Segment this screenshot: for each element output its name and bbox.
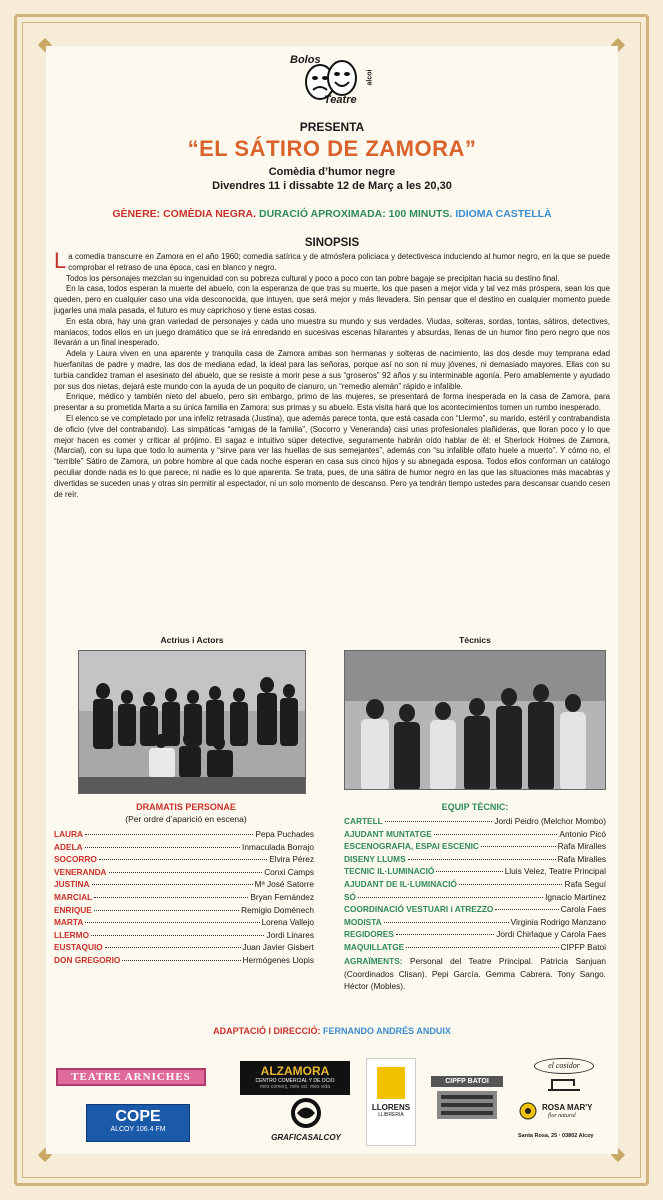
credit-name: Rafa Miralles xyxy=(557,853,606,864)
credit-name: Lorena Vallejo xyxy=(261,917,314,928)
credit-role: AJUDANT DE IL·LUMINACIÓ xyxy=(344,878,457,889)
poster-page xyxy=(46,46,618,1154)
credit-row xyxy=(344,941,606,954)
leader-dots xyxy=(85,847,240,848)
credit-name: Carola Faes xyxy=(560,904,606,915)
sponsor-rosa-mary xyxy=(518,1101,614,1147)
leader-dots xyxy=(99,859,267,860)
tech-photo-label: Tècnics xyxy=(459,635,491,645)
credit-name: CIPFP Batoi xyxy=(560,941,606,952)
dramatis-subtitle: (Per ordre d’aparició en escena) xyxy=(125,814,247,824)
cipfp-name: CIPFP BATOI xyxy=(431,1076,503,1087)
graficas-name: GRAFICASALCOY xyxy=(271,1133,341,1142)
credit-name: Pepa Puchades xyxy=(255,829,314,839)
credit-role: MAQUILLATGE xyxy=(344,941,405,952)
credit-name: Remigio Doménech xyxy=(241,904,314,915)
language-text: IDIOMA CASTELLÀ xyxy=(455,208,552,220)
credit-role: COORDINACIÓ VESTUARI i ATREZZO xyxy=(344,904,494,915)
credit-row xyxy=(344,903,606,916)
credit-role: LAURA xyxy=(54,829,84,839)
credit-row xyxy=(54,828,314,841)
credit-row xyxy=(54,941,314,954)
synopsis-paragraph: Todos los personajes mezclan su ingenuidad con su pobreza cultural y poco a poco con tan pobre bagaje se precipitan hacia su destino final. xyxy=(66,273,560,283)
acknowledgements xyxy=(344,955,606,993)
genre-text: GÈNERE: COMÈDIA NEGRA. xyxy=(112,208,257,220)
credit-name: Jordi Linares xyxy=(266,929,314,940)
leader-dots xyxy=(408,859,556,860)
credit-row xyxy=(54,841,314,854)
genre-line xyxy=(46,208,618,220)
cope-name: COPE xyxy=(115,1108,161,1125)
leader-dots xyxy=(85,834,253,835)
leader-dots xyxy=(85,922,259,923)
credit-role: SÓ xyxy=(344,891,356,902)
credit-role: EUSTAQUIO xyxy=(54,942,103,953)
logo-top-text: Bolos xyxy=(290,54,321,66)
leader-dots xyxy=(495,909,558,910)
cope-sub: ALCOY 106.4 FM xyxy=(110,1126,166,1133)
synopsis-paragraph: Adela y Laura viven en una aparente y tranquila casa de Zamora ambas son hermanas y solteras de nacimiento, las dos desde muy temprana edad huerfanitas de padre y madre, las dos de mediana edad, la ideal para las señoras, porque así no son ni muy jóvenes, ni demasiado mayores. Ellas con su turbia candidez traman el asesinato del abuelo, que se resiste a morir pese a sus “groseros” 92 años y su interminable agonía. Pero amablemente y ayudado por sus dos nietas, dejará este mundo con la ayuda de un poquito de cianuro, un “remedio alemán” rápido e infalible. xyxy=(54,349,610,391)
credit-row xyxy=(344,815,606,828)
credit-role: LLERMO xyxy=(54,929,90,940)
adaptation-label: ADAPTACIÓ I DIRECCIÓ: xyxy=(213,1026,321,1036)
credit-name: Rafa Seguí xyxy=(564,878,606,889)
building-icon xyxy=(431,1087,503,1123)
credit-role: MARCIAL xyxy=(54,891,93,902)
logo-bottom-text: Teatre xyxy=(324,94,357,106)
equip-title: EQUIP TÈCNIC: xyxy=(441,802,509,812)
credit-name: Elvira Pérez xyxy=(269,854,314,865)
credit-name: Juan Javier Gisbert xyxy=(242,942,314,953)
llorens-name: LLORENS xyxy=(371,1103,411,1112)
sponsor-cipfp-batoi xyxy=(431,1076,503,1128)
rosa-address: Santa Rosa, 25 · 03802 Alcoy xyxy=(518,1133,594,1139)
play-subtitle: Comèdia d’humor negre xyxy=(268,166,396,178)
credit-name: Jordi Peidro (Melchor Mombo) xyxy=(494,816,606,826)
actors-photo xyxy=(78,650,306,794)
credit-role: DISENY LLUMS xyxy=(344,853,406,864)
credit-row xyxy=(54,904,314,917)
dramatis-title: DRAMATIS PERSONAE xyxy=(136,802,236,812)
credit-role: MODISTA xyxy=(344,916,382,927)
leader-dots xyxy=(92,884,253,885)
credit-row xyxy=(344,878,606,891)
synopsis-paragraph: En la casa, todos esperan la muerte del abuelo, con la esperanza de que tras su muerte, los que pasen a mejor vida y tal vez más próspera, sean los que queden, pero en cualquier caso una vida desconocida, que intuyen, que será mejor y más llevadera. Sin pensar que el destino en cualquier momento puede jugarles una mala pasada, el futuro es muy caprichoso y tiene estas cosas. xyxy=(54,284,610,315)
sponsor-graficas-alcoy xyxy=(266,1098,346,1144)
credit-name: Hermógenes Llopis xyxy=(242,954,314,965)
leader-dots xyxy=(459,884,563,885)
ack-text: Personal del Teatre Principal. Patricia Sanjuan (Coordinados Clisan). Pepi García. Gemma Cabrera. Tony Sango. Héctor (Mobles). xyxy=(344,956,606,992)
sponsor-el-cosidor xyxy=(518,1058,610,1098)
graficas-swirl-icon xyxy=(289,1098,323,1128)
alzamora-name: ALZAMORA xyxy=(260,1064,330,1078)
credit-role: VENERANDA xyxy=(54,866,107,877)
adaptation-name: FERNANDO ANDRÉS ANDUIX xyxy=(320,1026,451,1036)
credit-name: Virginia Rodrigo Manzano xyxy=(510,916,606,927)
llorens-logo-icon xyxy=(377,1067,405,1099)
sewing-machine-icon xyxy=(544,1074,584,1094)
credit-role: JUSTINA xyxy=(54,879,90,890)
play-title: “EL SÁTIRO DE ZAMORA” xyxy=(187,136,477,161)
ack-label: AGRAÏMENTS: xyxy=(344,956,403,966)
credit-role: TECNIC IL·LUMINACIÓ xyxy=(344,866,435,877)
play-dates: Divendres 11 i dissabte 12 de Març a les 20,30 xyxy=(212,180,452,192)
cosidor-name: el cosidor xyxy=(534,1058,594,1074)
credit-row xyxy=(344,891,606,904)
credit-row xyxy=(54,916,314,929)
credit-row xyxy=(344,828,606,841)
adaptation-line xyxy=(46,1026,618,1036)
credit-row xyxy=(344,916,606,929)
credit-name: Mª José Satorre xyxy=(254,879,314,890)
rosa-sub: flor natural xyxy=(548,1113,576,1119)
actors-photo-label: Actrius i Actors xyxy=(160,635,224,645)
credit-role: SOCORRO xyxy=(54,854,97,865)
rose-icon xyxy=(518,1101,538,1121)
credit-name: Lluis Velez, Teatre Principal xyxy=(504,866,606,877)
synopsis-paragraph: Enrique, médico y también nieto del abuelo, pero sin embargo, primo de las mujeres, se presentará de forma inesperada en la casa de Zamora, para presentar a su prometida Marta a su única familia en Zamora: sus primas y su abuelo. Esta visita hará que los acontecimientos tomen un rumbo inesperado. xyxy=(54,392,610,413)
tech-photo xyxy=(344,650,606,790)
credit-role: AJUDANT MUNTATGE xyxy=(344,828,432,839)
leader-dots xyxy=(94,897,248,898)
credit-row xyxy=(344,928,606,941)
sponsor-teatre-arniches: TEATRE ARNICHES xyxy=(56,1068,206,1086)
alzamora-sub: CENTRO COMERCIAL Y DE OCIO xyxy=(255,1078,335,1084)
leader-dots xyxy=(481,846,556,847)
alzamora-tag: més comerç, més oci, més vida xyxy=(259,1084,331,1090)
leader-dots xyxy=(385,821,493,822)
synopsis-text xyxy=(54,248,610,500)
leader-dots xyxy=(406,947,558,948)
credit-name: Inmaculada Borrajo xyxy=(242,841,314,852)
logo-side-text: alcoi xyxy=(366,69,374,86)
credit-row xyxy=(54,866,314,879)
credit-role: MARTA xyxy=(54,917,84,928)
sponsor-cope xyxy=(86,1104,190,1142)
credit-row xyxy=(54,929,314,942)
credit-name: Rafa Miralles xyxy=(557,841,606,852)
sponsor-alzamora xyxy=(240,1061,350,1095)
synopsis-paragraph: El elenco se ve completado por una infeliz retrasada (Justina), que además parece tonta, que está casada con “Llermo”, su marido, estéril y contrabandista de oficio (vive del contrabando). Las simpáticas “amigas de la familia”, (Socorro y Veneranda) casi unas profesionales plañideras, que lloran poco y lo que mejor hacen es comer y criticar al prójimo. El sagaz e intuitivo súper detective, seguramente habrán oído hablar de él: el Sherlock Holmes de Zamora, (Marcial), con su lupa que todo lo aumenta y “sirve para ver las huellas de sus semejantes”, además con “su infalible olfato huele a muerto”. Y cómo no, el “terrible” Sátiro de Zamora, un pobre hombre al que cada noche esperan en casa sus cinco hijos y su abnegada esposa. Todos ellos conforman un catálogo peculiar donde nada es lo que parece, ni nadie es lo que aparenta. Se trata, pues, de una sátira de humor negro en las que las situaciones más macabras y divertidas se suceden unas y otras sin permitir al espectador, ni un solo momento de descanso. Pero ya tendrán tiempo ustedes para descansar cuando cesen de reír. xyxy=(54,413,610,499)
dramatis-list xyxy=(54,828,314,967)
credit-role: ADELA xyxy=(54,841,83,852)
credit-name: Ignacio Martinez xyxy=(545,891,606,902)
llorens-sub: LLIBRERIA xyxy=(378,1112,404,1118)
dropcap: L xyxy=(54,248,67,273)
duration-text: DURACIÓ APROXIMADA: 100 MINUTS. xyxy=(258,208,453,220)
leader-dots xyxy=(105,947,241,948)
equip-list xyxy=(344,815,606,954)
credit-row xyxy=(344,840,606,853)
sponsor-llorens xyxy=(366,1058,416,1146)
credit-name: Bryan Fernández xyxy=(250,891,314,902)
credit-name: Conxi Camps xyxy=(264,866,314,877)
credit-row xyxy=(54,891,314,904)
leader-dots xyxy=(122,960,240,961)
leader-dots xyxy=(94,910,239,911)
credit-role: DON GREGORIO xyxy=(54,954,121,965)
credit-role: ESCENOGRAFIA, ESPAI ESCENIC xyxy=(344,841,479,852)
presenta-label: PRESENTA xyxy=(299,120,365,134)
leader-dots xyxy=(384,922,509,923)
credit-role: ENRIQUE xyxy=(54,904,92,915)
leader-dots xyxy=(91,935,264,936)
leader-dots xyxy=(396,934,494,935)
leader-dots xyxy=(434,834,558,835)
leader-dots xyxy=(436,871,502,872)
synopsis-title: SINOPSIS xyxy=(304,237,360,249)
bolos-teatre-logo xyxy=(284,52,380,110)
credit-row xyxy=(54,954,314,967)
synopsis-paragraph: a comedia transcurre en Zamora en el año 1960; comedia satírica y de atmósfera policiaca y detectivesca induciendo al humor negro, en la que se puede comprobar el retraso de una época, casi en blanco y negro. xyxy=(68,252,610,272)
credit-row xyxy=(54,853,314,866)
credit-row xyxy=(54,878,314,891)
credit-name: Antonio Picó xyxy=(559,828,606,839)
credit-name: Jordi Chirlaque y Carola Faes xyxy=(496,929,606,940)
credit-row xyxy=(344,853,606,866)
leader-dots xyxy=(109,872,263,873)
credit-row xyxy=(344,865,606,878)
leader-dots xyxy=(358,897,543,898)
credit-role: REGIDORES xyxy=(344,929,394,940)
credit-role: CARTELL xyxy=(344,816,383,826)
synopsis-paragraph: En esta obra, hay una gran variedad de personajes y cada uno muestra su mundo y sus verdades. Viudas, solteras, sordas, tontas, sátiros, detectives, maniacos, todos ellos en un juego dramático que se irá enredando en sucesivas escenas hilarantes y absurdas, llenas de un humor fino pero negro que nos llevarán a un final inesperado. xyxy=(54,316,610,348)
rosa-name: ROSA MAR'Y xyxy=(542,1103,593,1112)
